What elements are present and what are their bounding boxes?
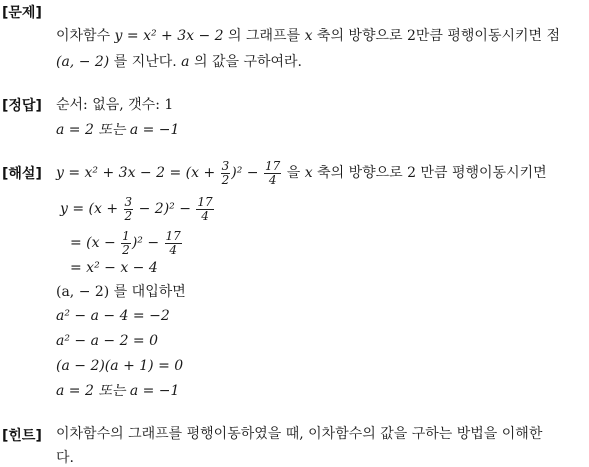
problem-equation: y = x² + 3x − 2 (114, 28, 224, 44)
problem-line-2 (56, 53, 302, 71)
answer-line-2: a = 2 또는 a = −1 (56, 122, 180, 138)
fraction-1-2 (121, 230, 131, 257)
explanation-line-8: (a − 2)(a + 1) = 0 (56, 358, 184, 374)
fraction-numerator: 3 (221, 158, 230, 173)
problem-label: [문제] (2, 5, 42, 21)
explanation-line-7: a² − a − 2 = 0 (56, 333, 159, 349)
fraction-17-4 (264, 160, 281, 187)
explanation-text-1e: 축의 방향으로 2 만큼 평행이동시키면 (312, 165, 547, 181)
answer-label: [정답] (2, 98, 42, 114)
explanation-line-1 (56, 158, 547, 188)
explanation-eq-2a: y = (x + (60, 201, 123, 217)
fraction-numerator: 17 (165, 228, 181, 243)
explanation-text-1c: 을 (282, 165, 305, 181)
fraction-3-2 (124, 196, 134, 223)
fraction-denominator: 2 (122, 242, 130, 257)
fraction-3-2 (221, 160, 231, 187)
explanation-line-5: (a, − 2) 를 대입하면 (56, 284, 186, 300)
explanation-line-9: a = 2 또는 a = −1 (56, 383, 180, 399)
fraction-denominator: 4 (201, 208, 209, 223)
explanation-line-6: a² − a − 4 = −2 (56, 308, 170, 324)
explanation-eq-3b: )² − (131, 235, 164, 251)
explanation-line-3 (70, 228, 183, 258)
problem-text-4: 를 지난다. (109, 54, 182, 70)
explanation-eq-1a: y = x² + 3x − 2 = (x + (56, 165, 220, 181)
explanation-line-2 (60, 194, 215, 224)
hint-line-2: 다. (56, 450, 74, 466)
problem-text-3: 축의 방향으로 2만큼 평행이동시키면 점 (312, 28, 561, 44)
fraction-numerator: 17 (265, 158, 281, 173)
fraction-denominator: 4 (268, 172, 277, 187)
problem-text-2: 의 그래프를 (223, 28, 305, 44)
hint-label: [힌트] (2, 428, 42, 444)
explanation-eq-3a: = (x − (70, 235, 121, 251)
problem-x-var: x (304, 28, 313, 44)
answer-line-1: 순서: 없음, 갯수: 1 (56, 97, 174, 113)
fraction-denominator: 2 (124, 208, 133, 223)
problem-point: (a, − 2) (56, 54, 110, 70)
fraction-numerator: 1 (122, 228, 130, 243)
explanation-line-4: = x² − x − 4 (70, 260, 158, 276)
hint-line-1: 이차함수의 그래프를 평행이동하였을 때, 이차함수의 값을 구하는 방법을 이해한 (56, 426, 543, 442)
problem-text-1: 이차함수 (56, 28, 115, 44)
problem-a-var: a (181, 54, 190, 70)
explanation-x-var: x (304, 165, 313, 181)
problem-text-5: 의 값을 구하여라. (189, 54, 302, 70)
fraction-17-4 (165, 230, 182, 257)
fraction-numerator: 17 (197, 194, 213, 209)
explanation-eq-2b: − 2)² − (134, 201, 196, 217)
fraction-17-4 (196, 196, 213, 223)
problem-line-1 (56, 27, 560, 45)
explanation-eq-1b: )² − (231, 165, 263, 181)
fraction-denominator: 4 (169, 242, 177, 257)
fraction-numerator: 3 (124, 194, 133, 209)
explanation-label: [해설] (2, 166, 42, 182)
fraction-denominator: 2 (221, 172, 230, 187)
